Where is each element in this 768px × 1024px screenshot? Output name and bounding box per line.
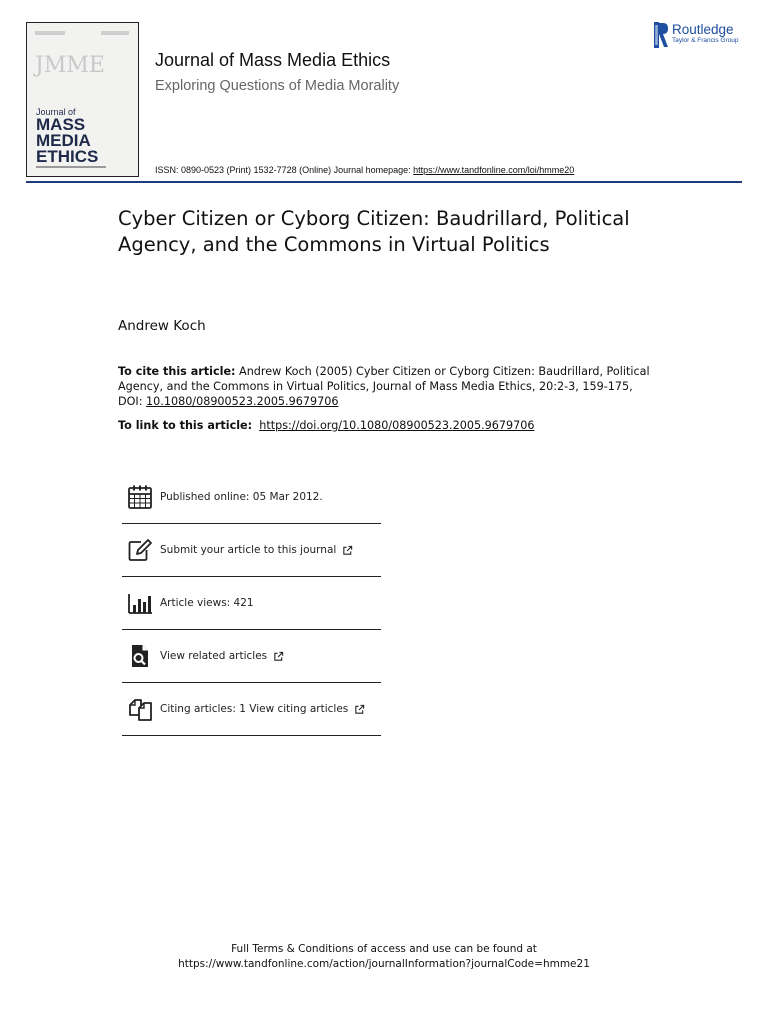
external-link-icon: [342, 545, 353, 556]
issn-text: ISSN: 0890-0523 (Print) 1532-7728 (Online) Journal homepage:: [155, 165, 414, 175]
cover-tagline-lines: [36, 166, 126, 170]
citing-articles-icon: [127, 696, 153, 722]
cite-doi-link[interactable]: 10.1080/08900523.2005.9679706: [146, 395, 339, 408]
article-link-block: [118, 418, 534, 433]
article-doi-link[interactable]: https://doi.org/10.1080/08900523.2005.9679706: [259, 419, 535, 432]
terms-url[interactable]: https://www.tandfonline.com/action/journalInformation?journalCode=hmme21: [178, 958, 590, 970]
article-author: Andrew Koch: [118, 318, 206, 334]
info-row-submit[interactable]: [122, 524, 381, 577]
cover-mass: MASS: [36, 115, 86, 134]
publisher-brand: [672, 22, 738, 45]
info-row-related[interactable]: [122, 630, 381, 683]
external-link-icon: [354, 704, 365, 715]
journal-homepage-link[interactable]: https://www.tandfonline.com/loi/hmme20: [413, 165, 575, 175]
publisher-name: Routledge: [672, 22, 734, 37]
cover-jmme: JMME: [35, 53, 105, 78]
info-row-citing[interactable]: [122, 683, 381, 736]
submit-article-link[interactable]: Submit your article to this journal: [160, 544, 337, 556]
terms-footer: [0, 942, 768, 972]
citing-articles-link[interactable]: Citing articles: 1 View citing articles: [160, 703, 349, 715]
related-articles-link[interactable]: View related articles: [160, 650, 268, 662]
header-divider: [26, 181, 742, 183]
cover-media: MEDIA: [36, 131, 91, 150]
cover-strip: [35, 31, 65, 35]
edit-icon: [127, 537, 153, 563]
terms-line: Full Terms & Conditions of access and use can be found at: [231, 943, 537, 955]
article-info-list: [122, 470, 381, 736]
cover-ethics: ETHICS: [36, 147, 99, 166]
published-date-text: Published online: 05 Mar 2012.: [160, 490, 323, 503]
citation-block: [118, 364, 653, 409]
journal-subtitle: Exploring Questions of Media Morality: [155, 78, 400, 94]
cover-strip: [101, 31, 129, 35]
routledge-logo-icon: [654, 22, 668, 48]
external-link-icon: [273, 651, 284, 662]
info-row-published: [122, 470, 381, 524]
bar-chart-icon: [127, 590, 153, 616]
search-document-icon: [127, 643, 153, 669]
article-title: Cyber Citizen or Cyborg Citizen: Baudrillard, Political Agency, and the Commons in Virtual Politics: [118, 207, 630, 256]
publisher-group: Taylor & Francis Group: [672, 37, 739, 44]
journal-cover: [26, 22, 139, 177]
article-views-text: Article views: 421: [160, 597, 254, 609]
cite-text: Andrew Koch (2005) Cyber Citizen or Cyborg Citizen: Baudrillard, Political Agency, and the Commons in Virtual Politics, Journal of Mass Media Ethics, 20:2-3, 159-175, DOI:: [118, 365, 650, 408]
publisher-logo: [654, 22, 738, 50]
info-row-views: [122, 577, 381, 630]
cover-tagline: [36, 166, 126, 171]
calendar-icon: [127, 484, 153, 510]
link-label: To link to this article:: [118, 419, 253, 432]
cite-label: To cite this article:: [118, 365, 236, 378]
cover-journal-of: Journal of: [36, 107, 76, 117]
journal-title: Journal of Mass Media Ethics: [155, 50, 391, 70]
issn-line: [155, 165, 574, 175]
